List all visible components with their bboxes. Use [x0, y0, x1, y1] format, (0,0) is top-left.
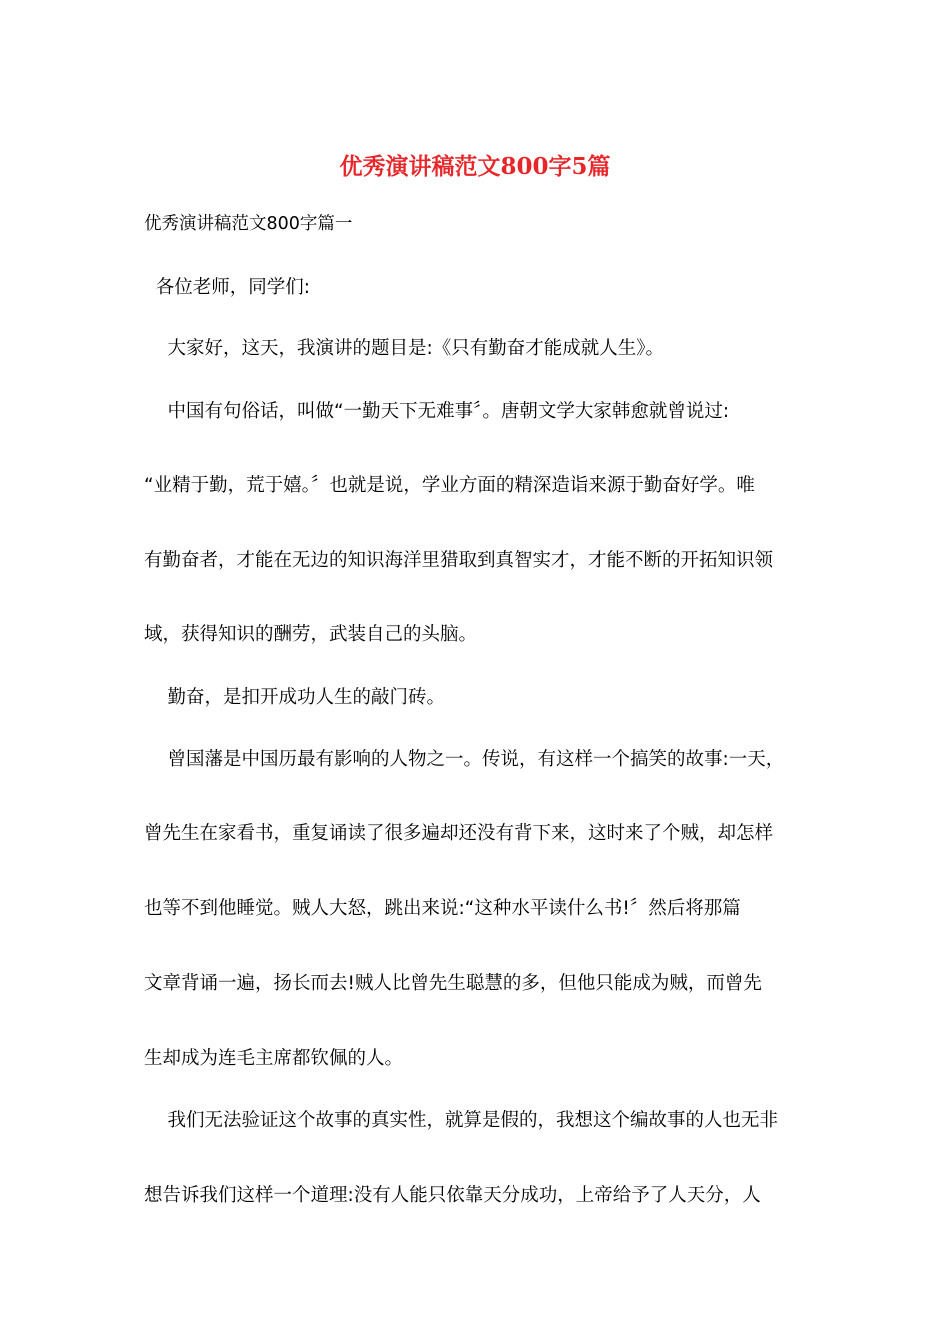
- paragraph-line: 曾国藩是中国历最有影响的人物之一。传说，有这样一个搞笑的故事:一天，: [144, 749, 785, 770]
- paragraph-line: 大家好，这天，我演讲的题目是:《只有勤奋才能成就人生》。: [144, 338, 665, 359]
- paragraph-line: 想告诉我们这样一个道理:没有人能只依靠天分成功，上帝给予了人天分，人: [144, 1185, 761, 1206]
- paragraph-line: 也等不到他睡觉。贼人大怒，跳出来说:“这种水平读什么书!〞然后将那篇: [144, 898, 741, 919]
- section-heading: 优秀演讲稿范文800字篇一: [144, 214, 353, 234]
- paragraph-line: “业精于勤，荒于嬉。〞也就是说，学业方面的精深造诣来源于勤奋好学。唯: [144, 475, 755, 496]
- document-title: 优秀演讲稿范文800字5篇: [339, 153, 611, 180]
- paragraph-line: 曾先生在家看书，重复诵读了很多遍却还没有背下来，这时来了个贼，却怎样: [144, 823, 774, 844]
- paragraph-line: 生却成为连毛主席都钦佩的人。: [144, 1048, 404, 1069]
- paragraph-line: 各位老师，同学们:: [144, 277, 310, 298]
- paragraph-line: 我们无法验证这个故事的真实性，就算是假的，我想这个编故事的人也无非: [144, 1110, 779, 1131]
- paragraph-line: 勤奋，是扣开成功人生的敲门砖。: [144, 687, 446, 708]
- paragraph-line: 域，获得知识的酬劳，武装自己的头脑。: [144, 624, 478, 645]
- paragraph-line: 文章背诵一遍，扬长而去!贼人比曾先生聪慧的多，但他只能成为贼，而曾先: [144, 973, 762, 994]
- paragraph-line: 中国有句俗话，叫做“一勤天下无难事〞。唐朝文学大家韩愈就曾说过:: [144, 401, 730, 422]
- paragraph-line: 有勤奋者，才能在无边的知识海洋里猎取到真智实才，才能不断的开拓知识领: [144, 550, 774, 571]
